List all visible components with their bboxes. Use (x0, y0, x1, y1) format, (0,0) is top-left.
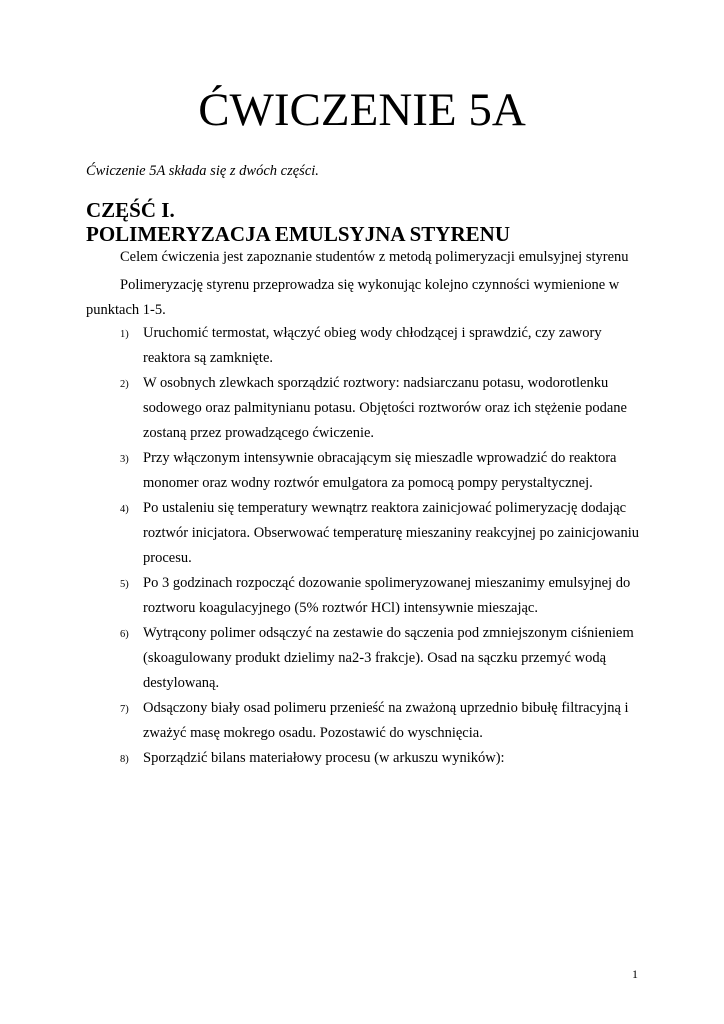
step-text: Przy włączonym intensywnie obracającym się mieszadle wprowadzić do reaktora monomer oraz wodny roztwór emulgatora za pomocą pompy perystaltycznej. (143, 450, 617, 491)
step-number: 8) (120, 754, 129, 765)
subtitle: Ćwiczenie 5A składa się z dwóch części. (86, 163, 319, 179)
step-text: Po 3 godzinach rozpocząć dozowanie spolimeryzowanej mieszanimy emulsyjnej do roztworu koagulacyjnego (5% roztwór HCl) intensywnie mieszając. (143, 575, 631, 616)
step-text: Po ustaleniu się temperatury wewnątrz reaktora zainicjować polimeryzację dodając roztwór inicjatora. Obserwować temperaturę mieszaniny reakcyjnej po zainicjowaniu procesu. (143, 500, 640, 566)
step-text: W osobnych zlewkach sporządzić roztwory: nadsiarczanu potasu, wodorotlenku sodowego oraz palmitynianu potasu. Objętości roztworów oraz ich stężenie podane zostaną przez prowadzącego ćwiczenie. (143, 375, 627, 441)
list-item (86, 571, 646, 621)
step-number: 5) (120, 579, 129, 590)
step-number: 3) (120, 454, 129, 465)
step-text: Wytrącony polimer odsączyć na zestawie do sączenia pod zmniejszonym ciśnieniem (skoagulowany produkt dzielimy na2-3 frakcje). Osad na sączku przemyć wodą destylowaną. (143, 625, 634, 691)
step-number: 4) (120, 504, 129, 515)
list-item (86, 621, 646, 696)
step-text: Odsączony biały osad polimeru przenieść na zważoną uprzednio bibułę filtracyjną i zważyć masę mokrego osadu. Pozostawić do wyschnięcia. (143, 700, 629, 741)
step-text: Uruchomić termostat, włączyć obieg wody chłodzącej i sprawdzić, czy zawory reaktora są zamknięte. (143, 325, 602, 366)
list-item (86, 371, 646, 446)
section-heading (86, 198, 510, 246)
step-text: Sporządzić bilans materiałowy procesu (w arkuszu wyników): (143, 750, 505, 766)
step-number: 1) (120, 329, 129, 340)
intro-paragraph-goal: Celem ćwiczenia jest zapoznanie studentów z metodą polimeryzacji emulsyjnej styrenu (120, 249, 629, 265)
list-item (86, 321, 646, 371)
page-title: ĆWICZENIE 5A (198, 84, 526, 136)
list-item (86, 746, 646, 771)
section-heading-title: POLIMERYZACJA EMULSYJNA STYRENU (86, 222, 510, 246)
list-item (86, 696, 646, 746)
list-item (86, 446, 646, 496)
step-number: 6) (120, 629, 129, 640)
step-number: 2) (120, 379, 129, 390)
intro-paragraph-procedure: Polimeryzację styrenu przeprowadza się wykonując kolejno czynności wymienione w punktach 1-5. (86, 277, 620, 318)
step-number: 7) (120, 704, 129, 715)
section-heading-part: CZĘŚĆ I. (86, 198, 175, 222)
procedure-steps-list (86, 321, 646, 771)
list-item (86, 496, 646, 571)
page-number: 1 (632, 967, 638, 981)
